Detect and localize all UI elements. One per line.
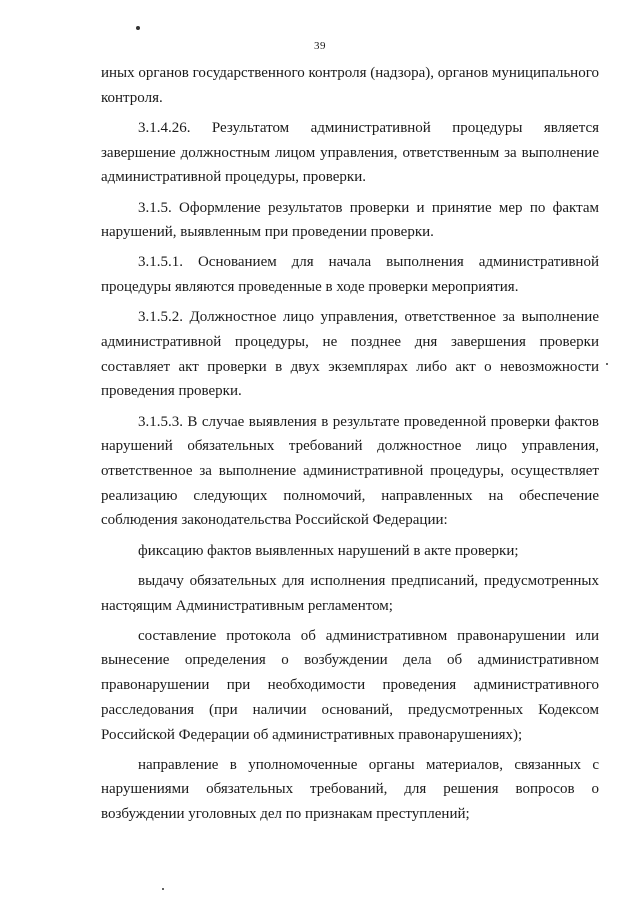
page-number: 39 xyxy=(314,40,326,52)
paragraph: 3.1.5.2. Должностное лицо управления, ответственное за выполнение административной процедуры, не позднее дня завершения проверки составляет акт проверки в двух экземплярах либо акт о невозможности проведения проверки. xyxy=(101,309,599,400)
document-body xyxy=(101,61,599,832)
paragraph: 3.1.4.26. Результатом административной процедуры является завершение должностным лицом управления, ответственным за выполнение административной процедуры, проверки. xyxy=(101,119,599,186)
paragraph: выдачу обязательных для исполнения предписаний, предусмотренных настоящим Административным регламентом; xyxy=(101,572,599,614)
paragraph: составление протокола об административном правонарушении или вынесение определения о возбуждении дела об административном правонарушении при необходимости проведения административного расследования (при наличии оснований, предусмотренных Кодексом Российской Федерации об административных правонарушениях); xyxy=(101,627,599,743)
paragraph: фиксацию фактов выявленных нарушений в акте проверки; xyxy=(138,542,519,559)
scan-speck xyxy=(136,26,140,30)
paragraph: 3.1.5.1. Основанием для начала выполнения административной процедуры являются проведенные в ходе проверки мероприятия. xyxy=(101,254,599,296)
scan-speck xyxy=(606,363,608,365)
scan-speck xyxy=(162,888,164,890)
paragraph: иных органов государственного контроля (надзора), органов муниципального контроля. xyxy=(101,65,599,106)
paragraph: 3.1.5. Оформление результатов проверки и принятие мер по фактам нарушений, выявленным при проведении проверки. xyxy=(101,199,599,241)
paragraph: 3.1.5.3. В случае выявления в результате проведенной проверки фактов нарушений обязательных требований должностное лицо управления, ответственное за выполнение административной процедуры, осуществляет реализацию следующих полномочий, направленных на обеспечение соблюдения законодательства Российской Федерации: xyxy=(101,413,599,529)
paragraph: направление в уполномоченные органы материалов, связанных с нарушениями обязательных требований, для решения вопросов о возбуждении уголовных дел по признакам преступлений; xyxy=(101,756,599,823)
